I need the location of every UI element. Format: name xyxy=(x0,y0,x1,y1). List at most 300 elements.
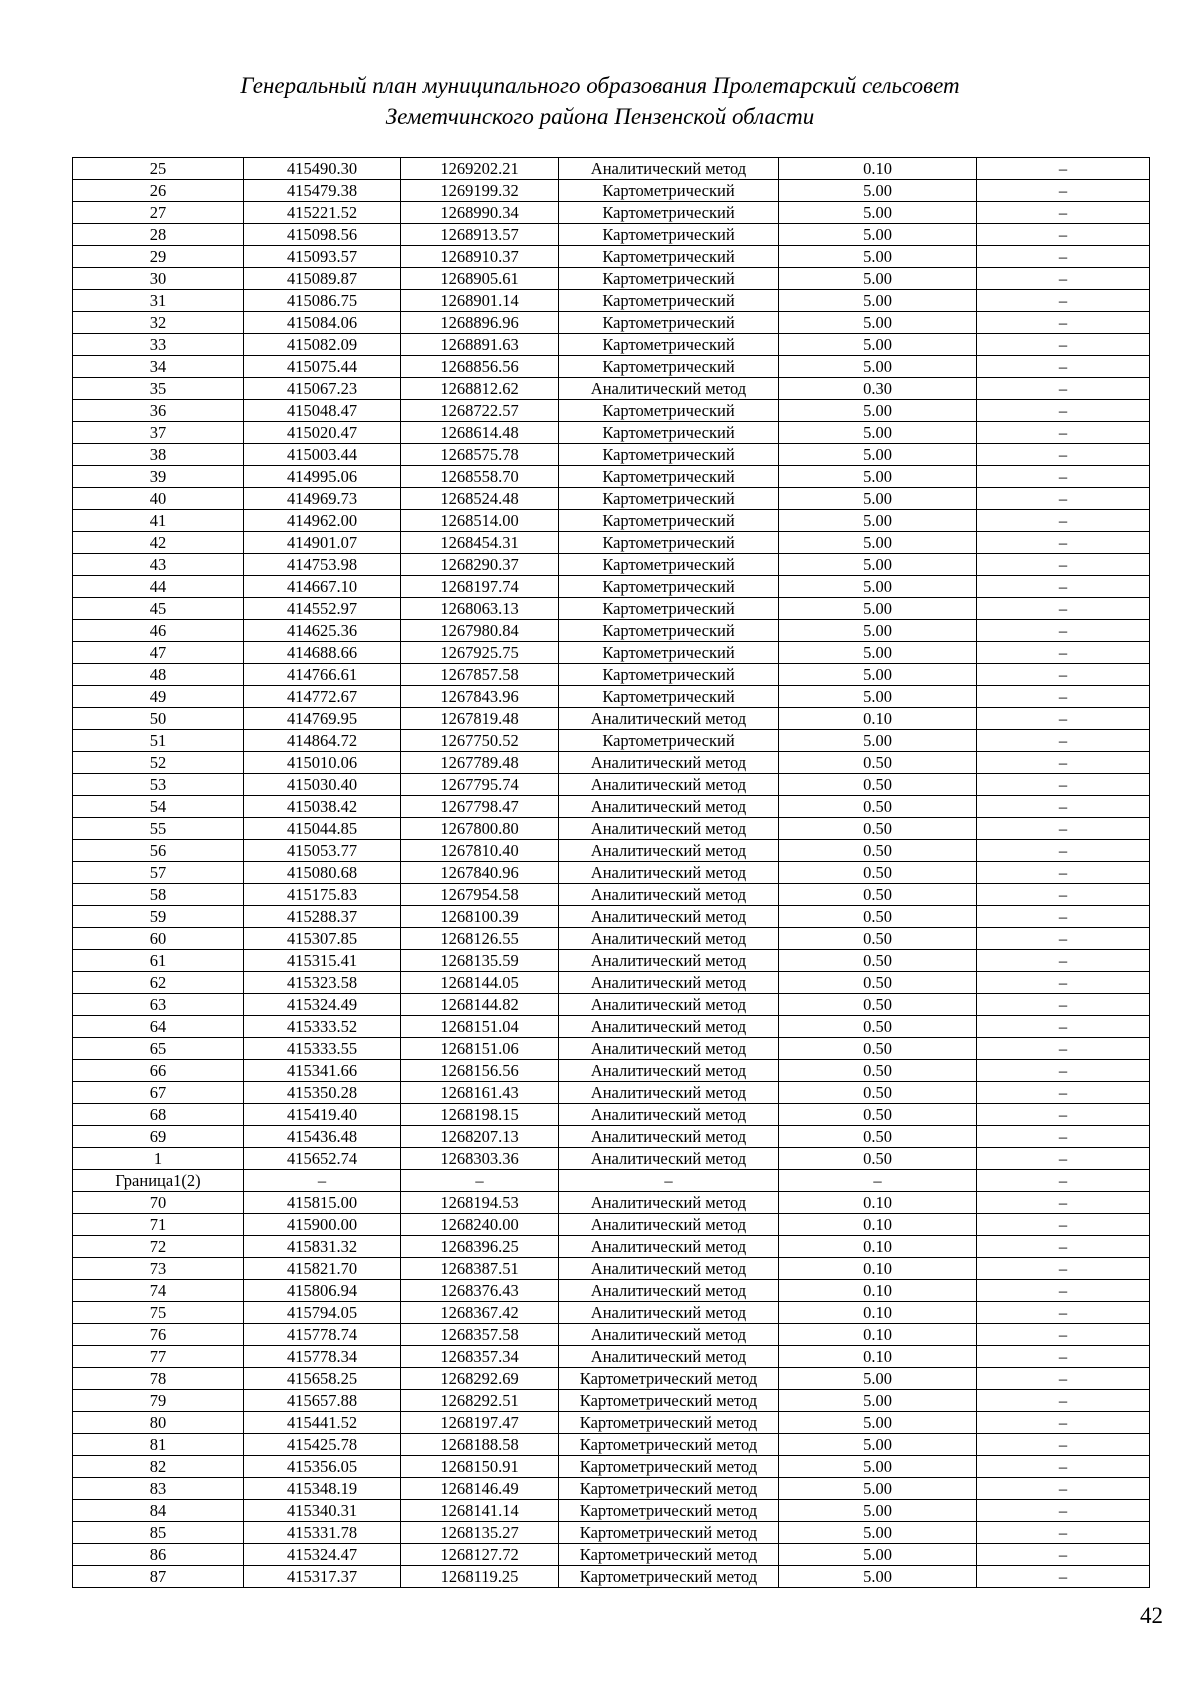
accuracy-cell: 0.10 xyxy=(779,708,977,730)
accuracy-cell: 0.50 xyxy=(779,950,977,972)
y-coordinate-cell: 1267789.48 xyxy=(401,752,559,774)
point-number-cell: 85 xyxy=(73,1522,244,1544)
point-number-cell: 49 xyxy=(73,686,244,708)
x-coordinate-cell: 415324.47 xyxy=(244,1544,401,1566)
description-cell: – xyxy=(977,268,1150,290)
y-coordinate-cell: 1268303.36 xyxy=(401,1148,559,1170)
method-cell: Аналитический метод xyxy=(559,774,779,796)
y-coordinate-cell: 1268357.58 xyxy=(401,1324,559,1346)
method-cell: Аналитический метод xyxy=(559,1302,779,1324)
description-cell: – xyxy=(977,840,1150,862)
point-number-cell: 26 xyxy=(73,180,244,202)
description-cell: – xyxy=(977,1082,1150,1104)
method-cell: Аналитический метод xyxy=(559,1038,779,1060)
table-row xyxy=(73,1214,1150,1236)
accuracy-cell: 0.10 xyxy=(779,1258,977,1280)
description-cell: – xyxy=(977,158,1150,180)
y-coordinate-cell: 1268614.48 xyxy=(401,422,559,444)
accuracy-cell: 5.00 xyxy=(779,1390,977,1412)
accuracy-cell: 5.00 xyxy=(779,576,977,598)
description-cell: – xyxy=(977,1236,1150,1258)
method-cell: Аналитический метод xyxy=(559,708,779,730)
point-number-cell: 75 xyxy=(73,1302,244,1324)
description-cell: – xyxy=(977,708,1150,730)
description-cell: – xyxy=(977,906,1150,928)
table-row xyxy=(73,510,1150,532)
x-coordinate-cell: 415086.75 xyxy=(244,290,401,312)
table-row xyxy=(73,158,1150,180)
accuracy-cell: 5.00 xyxy=(779,400,977,422)
y-coordinate-cell: 1268197.74 xyxy=(401,576,559,598)
accuracy-cell: 0.10 xyxy=(779,1346,977,1368)
y-coordinate-cell: 1268146.49 xyxy=(401,1478,559,1500)
point-number-cell: 77 xyxy=(73,1346,244,1368)
accuracy-cell: 5.00 xyxy=(779,664,977,686)
description-cell: – xyxy=(977,664,1150,686)
point-number-cell: 42 xyxy=(73,532,244,554)
table-row xyxy=(73,1478,1150,1500)
x-coordinate-cell: 415436.48 xyxy=(244,1126,401,1148)
method-cell: Картометрический xyxy=(559,598,779,620)
description-cell: – xyxy=(977,928,1150,950)
description-cell: – xyxy=(977,532,1150,554)
y-coordinate-cell: 1268575.78 xyxy=(401,444,559,466)
point-number-cell: 83 xyxy=(73,1478,244,1500)
description-cell: – xyxy=(977,246,1150,268)
description-cell: – xyxy=(977,950,1150,972)
point-number-cell: 36 xyxy=(73,400,244,422)
x-coordinate-cell: 414995.06 xyxy=(244,466,401,488)
description-cell: – xyxy=(977,1258,1150,1280)
x-coordinate-cell: 415778.34 xyxy=(244,1346,401,1368)
accuracy-cell: 0.50 xyxy=(779,972,977,994)
description-cell: – xyxy=(977,1170,1150,1192)
x-coordinate-cell: 415900.00 xyxy=(244,1214,401,1236)
x-coordinate-cell: 414969.73 xyxy=(244,488,401,510)
table-row xyxy=(73,180,1150,202)
point-number-cell: 30 xyxy=(73,268,244,290)
y-coordinate-cell: 1268558.70 xyxy=(401,466,559,488)
method-cell: Картометрический метод xyxy=(559,1500,779,1522)
accuracy-cell: 0.50 xyxy=(779,928,977,950)
description-cell: – xyxy=(977,576,1150,598)
point-number-cell: 62 xyxy=(73,972,244,994)
description-cell: – xyxy=(977,1456,1150,1478)
method-cell: Картометрический xyxy=(559,290,779,312)
table-row xyxy=(73,202,1150,224)
method-cell: Аналитический метод xyxy=(559,1214,779,1236)
point-number-cell: 48 xyxy=(73,664,244,686)
description-cell: – xyxy=(977,972,1150,994)
x-coordinate-cell: 415221.52 xyxy=(244,202,401,224)
method-cell: Аналитический метод xyxy=(559,862,779,884)
y-coordinate-cell: 1268376.43 xyxy=(401,1280,559,1302)
table-row xyxy=(73,840,1150,862)
table-row xyxy=(73,1170,1150,1192)
method-cell: Картометрический xyxy=(559,664,779,686)
y-coordinate-cell: 1269199.32 xyxy=(401,180,559,202)
table-row xyxy=(73,928,1150,950)
method-cell: Картометрический xyxy=(559,312,779,334)
accuracy-cell: 5.00 xyxy=(779,686,977,708)
table-row xyxy=(73,1236,1150,1258)
description-cell: – xyxy=(977,378,1150,400)
description-cell: – xyxy=(977,1060,1150,1082)
y-coordinate-cell: 1268905.61 xyxy=(401,268,559,290)
y-coordinate-cell: 1267840.96 xyxy=(401,862,559,884)
method-cell: Аналитический метод xyxy=(559,378,779,400)
description-cell: – xyxy=(977,180,1150,202)
method-cell: Картометрический метод xyxy=(559,1544,779,1566)
x-coordinate-cell: 415048.47 xyxy=(244,400,401,422)
method-cell: Аналитический метод xyxy=(559,950,779,972)
description-cell: – xyxy=(977,818,1150,840)
description-cell: – xyxy=(977,224,1150,246)
point-number-cell: 67 xyxy=(73,1082,244,1104)
x-coordinate-cell: 415089.87 xyxy=(244,268,401,290)
accuracy-cell: 5.00 xyxy=(779,466,977,488)
description-cell: – xyxy=(977,884,1150,906)
point-number-cell: 87 xyxy=(73,1566,244,1588)
y-coordinate-cell: 1267798.47 xyxy=(401,796,559,818)
point-number-cell: 72 xyxy=(73,1236,244,1258)
method-cell: Картометрический xyxy=(559,224,779,246)
point-number-cell: 70 xyxy=(73,1192,244,1214)
y-coordinate-cell: 1268896.96 xyxy=(401,312,559,334)
accuracy-cell: 0.50 xyxy=(779,774,977,796)
description-cell: – xyxy=(977,686,1150,708)
accuracy-cell: 0.10 xyxy=(779,1324,977,1346)
x-coordinate-cell: 415333.55 xyxy=(244,1038,401,1060)
y-coordinate-cell: 1268240.00 xyxy=(401,1214,559,1236)
table-row xyxy=(73,664,1150,686)
accuracy-cell: 0.50 xyxy=(779,994,977,1016)
x-coordinate-cell: 415030.40 xyxy=(244,774,401,796)
x-coordinate-cell: 415093.57 xyxy=(244,246,401,268)
accuracy-cell: 5.00 xyxy=(779,620,977,642)
x-coordinate-cell: 414753.98 xyxy=(244,554,401,576)
point-number-cell: 44 xyxy=(73,576,244,598)
x-coordinate-cell: 415315.41 xyxy=(244,950,401,972)
method-cell: Картометрический метод xyxy=(559,1412,779,1434)
table-row xyxy=(73,1016,1150,1038)
point-number-cell: 71 xyxy=(73,1214,244,1236)
point-number-cell: 73 xyxy=(73,1258,244,1280)
x-coordinate-cell: 414552.97 xyxy=(244,598,401,620)
method-cell: Картометрический xyxy=(559,400,779,422)
point-number-cell: 1 xyxy=(73,1148,244,1170)
table-row xyxy=(73,1104,1150,1126)
description-cell: – xyxy=(977,1324,1150,1346)
point-number-cell: 64 xyxy=(73,1016,244,1038)
y-coordinate-cell: 1268454.31 xyxy=(401,532,559,554)
y-coordinate-cell: 1269202.21 xyxy=(401,158,559,180)
table-row xyxy=(73,708,1150,730)
x-coordinate-cell: 415044.85 xyxy=(244,818,401,840)
x-coordinate-cell: 415307.85 xyxy=(244,928,401,950)
description-cell: – xyxy=(977,334,1150,356)
point-number-cell: 81 xyxy=(73,1434,244,1456)
y-coordinate-cell: 1268913.57 xyxy=(401,224,559,246)
table-row xyxy=(73,466,1150,488)
point-number-cell: 46 xyxy=(73,620,244,642)
description-cell: – xyxy=(977,1566,1150,1588)
point-number-cell: 38 xyxy=(73,444,244,466)
description-cell: – xyxy=(977,488,1150,510)
accuracy-cell: 0.10 xyxy=(779,1302,977,1324)
method-cell: Аналитический метод xyxy=(559,840,779,862)
accuracy-cell: 5.00 xyxy=(779,1544,977,1566)
point-number-cell: 66 xyxy=(73,1060,244,1082)
accuracy-cell: 5.00 xyxy=(779,1522,977,1544)
y-coordinate-cell: 1268135.59 xyxy=(401,950,559,972)
point-number-cell: 84 xyxy=(73,1500,244,1522)
accuracy-cell: 5.00 xyxy=(779,598,977,620)
description-cell: – xyxy=(977,444,1150,466)
y-coordinate-cell: 1267819.48 xyxy=(401,708,559,730)
y-coordinate-cell: 1267843.96 xyxy=(401,686,559,708)
y-coordinate-cell: 1268524.48 xyxy=(401,488,559,510)
table-row xyxy=(73,1390,1150,1412)
accuracy-cell: 5.00 xyxy=(779,730,977,752)
description-cell: – xyxy=(977,1390,1150,1412)
point-number-cell: 47 xyxy=(73,642,244,664)
x-coordinate-cell: – xyxy=(244,1170,401,1192)
method-cell: Картометрический xyxy=(559,356,779,378)
table-row xyxy=(73,1192,1150,1214)
x-coordinate-cell: 414766.61 xyxy=(244,664,401,686)
table-row xyxy=(73,730,1150,752)
accuracy-cell: 0.50 xyxy=(779,752,977,774)
accuracy-cell: 0.50 xyxy=(779,796,977,818)
accuracy-cell: 5.00 xyxy=(779,642,977,664)
description-cell: – xyxy=(977,1478,1150,1500)
x-coordinate-cell: 415323.58 xyxy=(244,972,401,994)
y-coordinate-cell: 1268292.51 xyxy=(401,1390,559,1412)
method-cell: Картометрический xyxy=(559,334,779,356)
method-cell: Аналитический метод xyxy=(559,1192,779,1214)
x-coordinate-cell: 415479.38 xyxy=(244,180,401,202)
accuracy-cell: 0.50 xyxy=(779,1082,977,1104)
accuracy-cell: 0.50 xyxy=(779,1038,977,1060)
point-number-cell: 39 xyxy=(73,466,244,488)
table-row xyxy=(73,950,1150,972)
method-cell: Картометрический xyxy=(559,510,779,532)
method-cell: Аналитический метод xyxy=(559,796,779,818)
description-cell: – xyxy=(977,994,1150,1016)
method-cell: Аналитический метод xyxy=(559,1104,779,1126)
description-cell: – xyxy=(977,1104,1150,1126)
y-coordinate-cell: 1268387.51 xyxy=(401,1258,559,1280)
method-cell: Аналитический метод xyxy=(559,884,779,906)
accuracy-cell: 0.50 xyxy=(779,1126,977,1148)
method-cell: Аналитический метод xyxy=(559,158,779,180)
accuracy-cell: 5.00 xyxy=(779,1412,977,1434)
description-cell: – xyxy=(977,1038,1150,1060)
table-row xyxy=(73,268,1150,290)
description-cell: – xyxy=(977,1346,1150,1368)
point-number-cell: 54 xyxy=(73,796,244,818)
description-cell: – xyxy=(977,1280,1150,1302)
x-coordinate-cell: 415425.78 xyxy=(244,1434,401,1456)
table-row xyxy=(73,444,1150,466)
y-coordinate-cell: 1268161.43 xyxy=(401,1082,559,1104)
y-coordinate-cell: 1268198.15 xyxy=(401,1104,559,1126)
y-coordinate-cell: 1268063.13 xyxy=(401,598,559,620)
coordinates-table xyxy=(72,157,1150,1588)
method-cell: Картометрический xyxy=(559,620,779,642)
method-cell: Картометрический метод xyxy=(559,1368,779,1390)
table-row xyxy=(73,796,1150,818)
method-cell: Картометрический xyxy=(559,180,779,202)
x-coordinate-cell: 415080.68 xyxy=(244,862,401,884)
method-cell: Аналитический метод xyxy=(559,1236,779,1258)
y-coordinate-cell: 1267810.40 xyxy=(401,840,559,862)
x-coordinate-cell: 415419.40 xyxy=(244,1104,401,1126)
y-coordinate-cell: 1268126.55 xyxy=(401,928,559,950)
method-cell: Аналитический метод xyxy=(559,818,779,840)
accuracy-cell: 5.00 xyxy=(779,268,977,290)
x-coordinate-cell: 415003.44 xyxy=(244,444,401,466)
description-cell: – xyxy=(977,1148,1150,1170)
accuracy-cell: 5.00 xyxy=(779,1434,977,1456)
y-coordinate-cell: 1268144.82 xyxy=(401,994,559,1016)
x-coordinate-cell: 414864.72 xyxy=(244,730,401,752)
x-coordinate-cell: 415288.37 xyxy=(244,906,401,928)
x-coordinate-cell: 415658.25 xyxy=(244,1368,401,1390)
x-coordinate-cell: 414901.07 xyxy=(244,532,401,554)
method-cell: Картометрический xyxy=(559,686,779,708)
point-number-cell: 60 xyxy=(73,928,244,950)
x-coordinate-cell: 415806.94 xyxy=(244,1280,401,1302)
x-coordinate-cell: 414667.10 xyxy=(244,576,401,598)
point-number-cell: 52 xyxy=(73,752,244,774)
table-row xyxy=(73,532,1150,554)
description-cell: – xyxy=(977,752,1150,774)
y-coordinate-cell: 1268910.37 xyxy=(401,246,559,268)
table-row xyxy=(73,488,1150,510)
y-coordinate-cell: 1268357.34 xyxy=(401,1346,559,1368)
y-coordinate-cell: 1268367.42 xyxy=(401,1302,559,1324)
accuracy-cell: 0.10 xyxy=(779,1236,977,1258)
description-cell: – xyxy=(977,1522,1150,1544)
point-number-cell: 78 xyxy=(73,1368,244,1390)
accuracy-cell: 0.50 xyxy=(779,1148,977,1170)
accuracy-cell: 0.10 xyxy=(779,1280,977,1302)
y-coordinate-cell: 1267980.84 xyxy=(401,620,559,642)
x-coordinate-cell: 415815.00 xyxy=(244,1192,401,1214)
x-coordinate-cell: 415350.28 xyxy=(244,1082,401,1104)
accuracy-cell: 0.50 xyxy=(779,1060,977,1082)
point-number-cell: 80 xyxy=(73,1412,244,1434)
table-row xyxy=(73,686,1150,708)
accuracy-cell: 0.50 xyxy=(779,862,977,884)
point-number-cell: 56 xyxy=(73,840,244,862)
x-coordinate-cell: 415010.06 xyxy=(244,752,401,774)
x-coordinate-cell: 415657.88 xyxy=(244,1390,401,1412)
x-coordinate-cell: 415053.77 xyxy=(244,840,401,862)
y-coordinate-cell: 1268891.63 xyxy=(401,334,559,356)
description-cell: – xyxy=(977,312,1150,334)
accuracy-cell: 5.00 xyxy=(779,180,977,202)
x-coordinate-cell: 415067.23 xyxy=(244,378,401,400)
accuracy-cell: 5.00 xyxy=(779,356,977,378)
method-cell: Аналитический метод xyxy=(559,1016,779,1038)
y-coordinate-cell: 1268156.56 xyxy=(401,1060,559,1082)
accuracy-cell: 0.50 xyxy=(779,906,977,928)
point-number-cell: 27 xyxy=(73,202,244,224)
x-coordinate-cell: 415098.56 xyxy=(244,224,401,246)
table-row xyxy=(73,1500,1150,1522)
y-coordinate-cell: 1268144.05 xyxy=(401,972,559,994)
method-cell: Аналитический метод xyxy=(559,752,779,774)
table-row xyxy=(73,642,1150,664)
x-coordinate-cell: 415490.30 xyxy=(244,158,401,180)
description-cell: – xyxy=(977,1192,1150,1214)
table-row xyxy=(73,576,1150,598)
page-header xyxy=(0,70,1200,132)
method-cell: Аналитический метод xyxy=(559,1148,779,1170)
accuracy-cell: 5.00 xyxy=(779,444,977,466)
table-row xyxy=(73,1060,1150,1082)
table-row xyxy=(73,1258,1150,1280)
description-cell: – xyxy=(977,1368,1150,1390)
table-row xyxy=(73,1302,1150,1324)
method-cell: Картометрический метод xyxy=(559,1522,779,1544)
accuracy-cell: 5.00 xyxy=(779,1566,977,1588)
method-cell: Картометрический xyxy=(559,488,779,510)
accuracy-cell: 0.10 xyxy=(779,1214,977,1236)
point-number-cell: 29 xyxy=(73,246,244,268)
table-row xyxy=(73,994,1150,1016)
method-cell: Картометрический xyxy=(559,268,779,290)
y-coordinate-cell: 1268207.13 xyxy=(401,1126,559,1148)
table-row xyxy=(73,1324,1150,1346)
x-coordinate-cell: 415075.44 xyxy=(244,356,401,378)
point-number-cell: 40 xyxy=(73,488,244,510)
description-cell: – xyxy=(977,1412,1150,1434)
table-row xyxy=(73,1522,1150,1544)
description-cell: – xyxy=(977,1500,1150,1522)
method-cell: Аналитический метод xyxy=(559,994,779,1016)
x-coordinate-cell: 415333.52 xyxy=(244,1016,401,1038)
table-row xyxy=(73,356,1150,378)
table-row xyxy=(73,620,1150,642)
x-coordinate-cell: 415038.42 xyxy=(244,796,401,818)
method-cell: Картометрический метод xyxy=(559,1390,779,1412)
description-cell: – xyxy=(977,510,1150,532)
point-number-cell: 53 xyxy=(73,774,244,796)
table-row xyxy=(73,1280,1150,1302)
accuracy-cell: 5.00 xyxy=(779,1500,977,1522)
table-row xyxy=(73,1082,1150,1104)
point-number-cell: 35 xyxy=(73,378,244,400)
description-cell: – xyxy=(977,466,1150,488)
method-cell: Картометрический xyxy=(559,466,779,488)
point-number-cell: Граница1(2) xyxy=(73,1170,244,1192)
table-row xyxy=(73,1126,1150,1148)
method-cell: Картометрический xyxy=(559,532,779,554)
table-row xyxy=(73,906,1150,928)
method-cell: Картометрический метод xyxy=(559,1456,779,1478)
description-cell: – xyxy=(977,796,1150,818)
point-number-cell: 51 xyxy=(73,730,244,752)
y-coordinate-cell: 1267857.58 xyxy=(401,664,559,686)
description-cell: – xyxy=(977,862,1150,884)
description-cell: – xyxy=(977,620,1150,642)
point-number-cell: 68 xyxy=(73,1104,244,1126)
page-number: 42 xyxy=(1140,1603,1163,1628)
